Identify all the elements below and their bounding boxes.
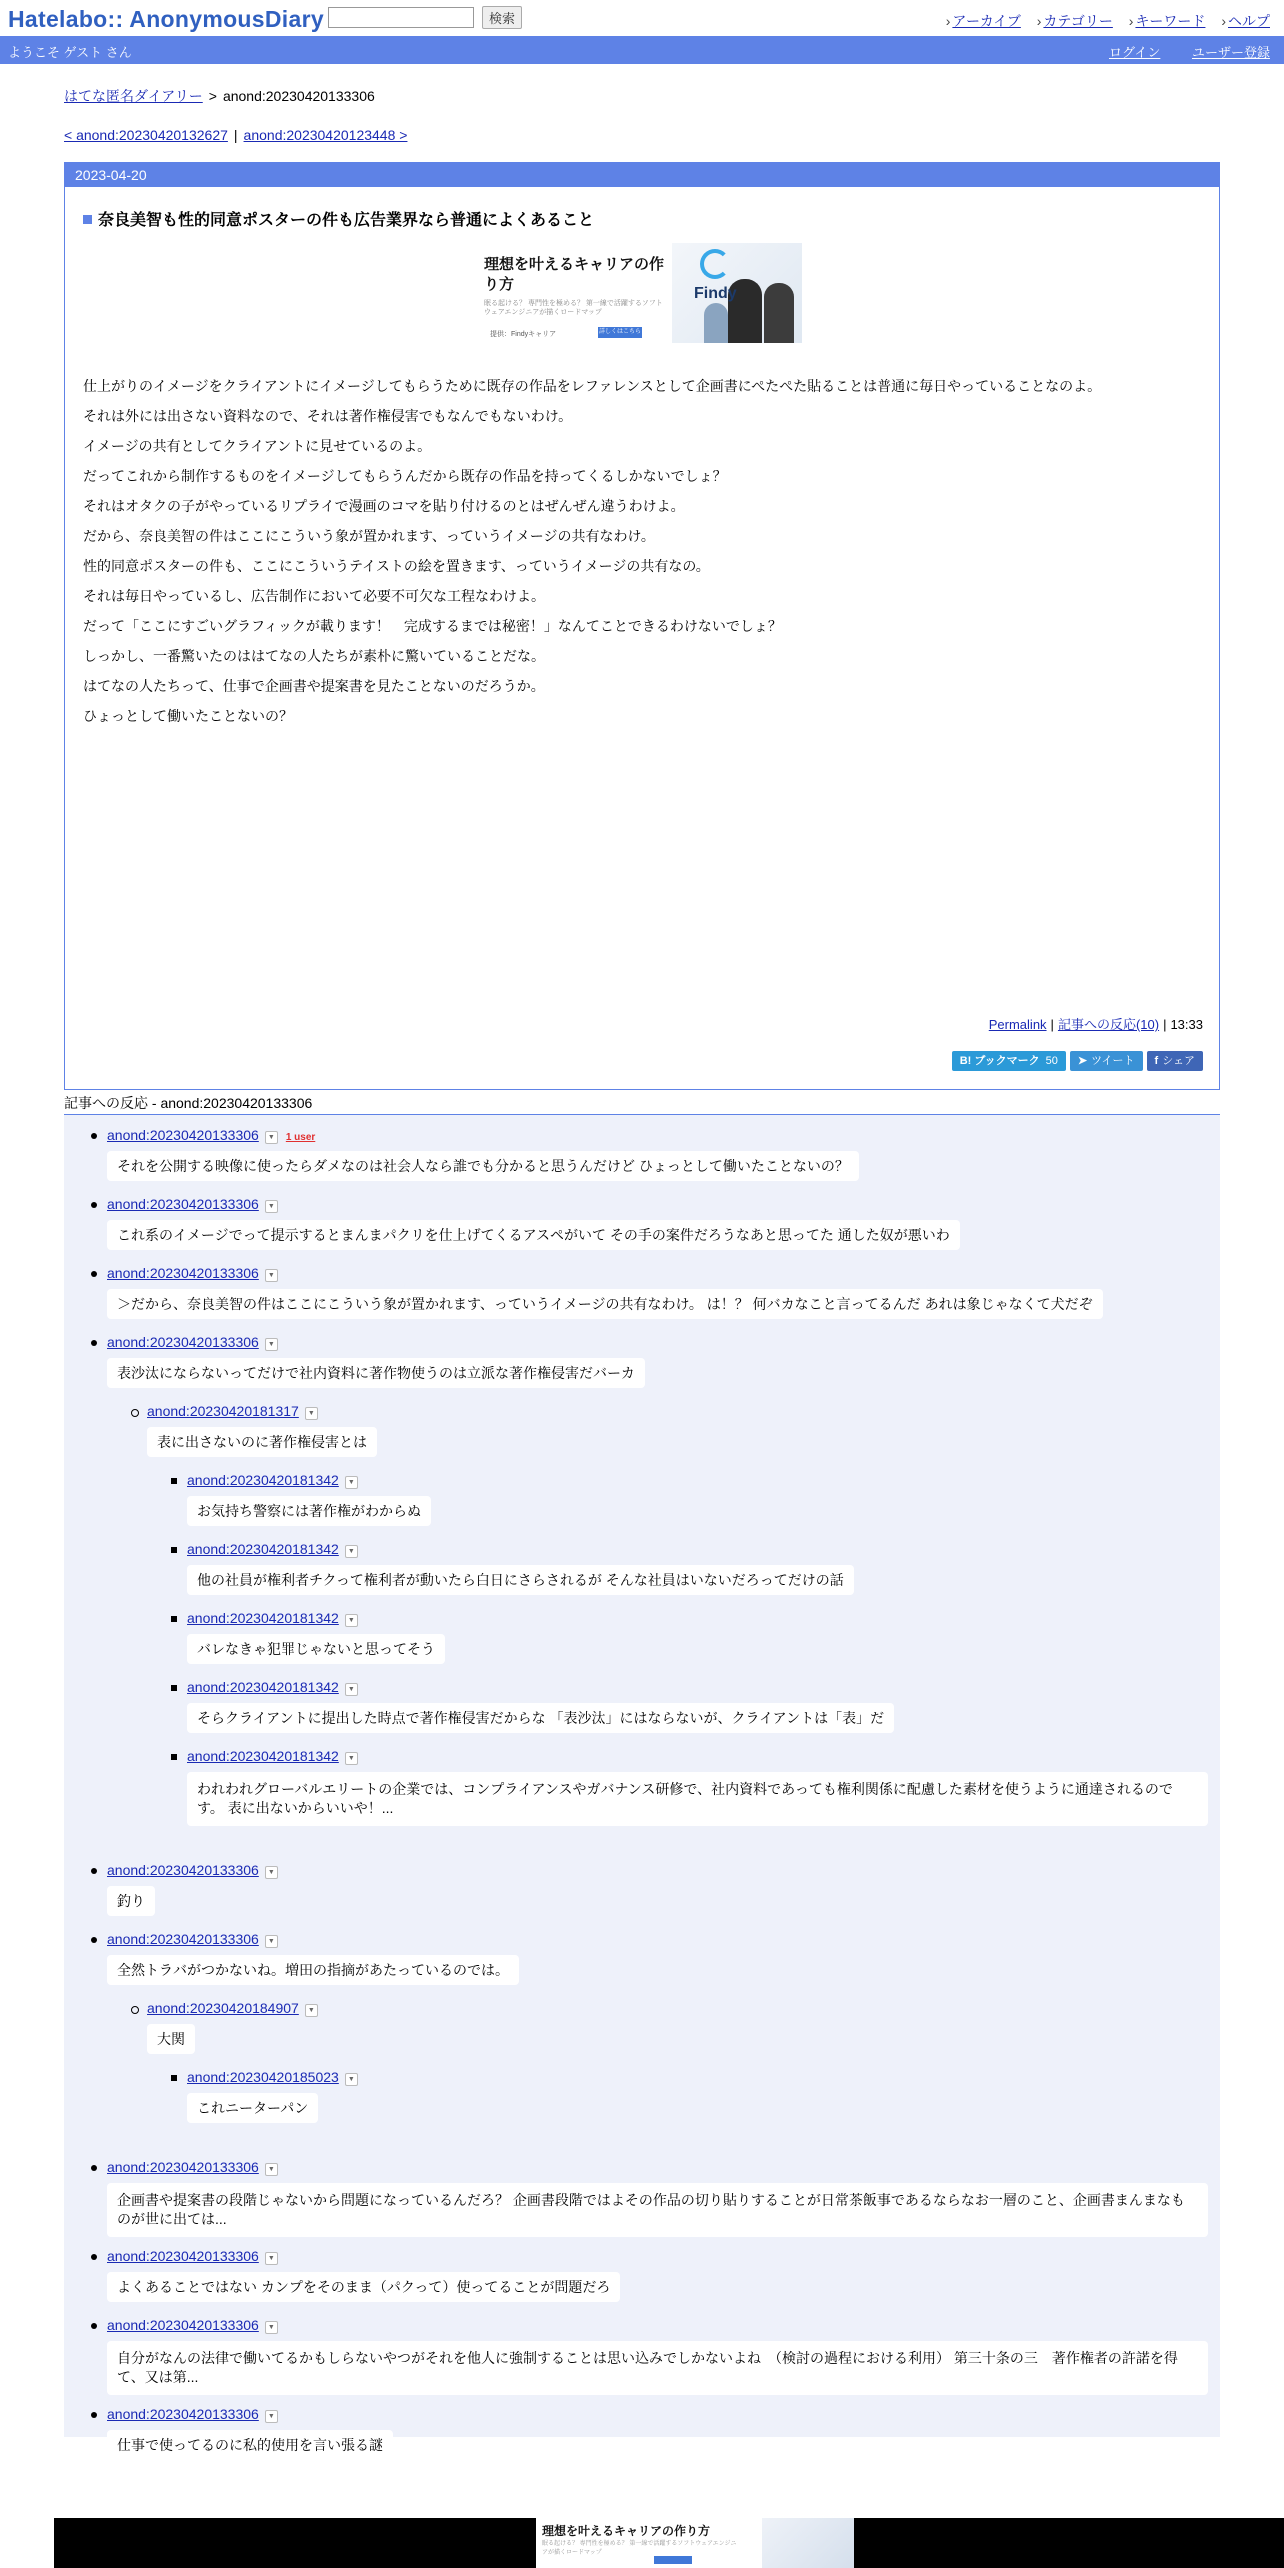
site-logo[interactable]: Hatelabo:: AnonymousDiary: [8, 6, 324, 32]
reactions-list: [64, 1115, 1220, 2453]
list-bullet: [91, 1340, 97, 1346]
bottom-ad-title: 理想を叶えるキャリアの作り方: [542, 2524, 711, 2538]
hatena-bookmark-label: ブックマーク: [974, 1055, 1040, 1067]
reaction-link[interactable]: anond:20230420133306: [107, 1931, 259, 1947]
nav-category-link[interactable]: › カテゴリー: [1037, 13, 1113, 29]
body-line: 仕上がりのイメージをクライアントにイメージしてもらうために既存の作品をレファレンスとして企画書にぺたぺた貼ることは普通に毎日やっていることなのよ。: [83, 378, 1102, 394]
nav-archive-link[interactable]: › アーカイブ: [946, 13, 1021, 29]
reaction-link[interactable]: anond:20230420133306: [107, 2317, 259, 2333]
reaction-link[interactable]: anond:20230420181342: [187, 1472, 339, 1488]
title-square-icon[interactable]: [83, 215, 92, 224]
top-nav: [934, 11, 1270, 31]
findy-logo-icon: [700, 249, 730, 279]
reaction-ref: [107, 2317, 278, 2334]
reaction-ref: [147, 2000, 318, 2017]
chevron-down-icon[interactable]: ▼: [305, 1407, 318, 1420]
prev-entry-link[interactable]: < anond:20230420132627: [64, 127, 228, 143]
breadcrumb-home-link[interactable]: はてな匿名ダイアリー: [64, 88, 203, 104]
chevron-down-icon[interactable]: ▼: [265, 1935, 278, 1948]
reaction-excerpt: これ系のイメージでって提示するとまんまパクリを仕上げてくるアスペがいて その手の案件だろうなあと思ってた 通した奴が悪いわ: [107, 1220, 960, 1250]
login-link[interactable]: ログイン: [1109, 45, 1161, 60]
reaction-ref: [107, 1862, 278, 1879]
permalink-link[interactable]: Permalink: [988, 1017, 1047, 1032]
body-line: イメージの共有としてクライアントに見せているのよ。: [83, 438, 432, 454]
list-bullet: [91, 1202, 97, 1208]
bottom-ad-description: 眠る起ける？ 専門性を極める？ 第一線で活躍するソフトウェアエンジニアが描くロードマップ: [542, 2541, 737, 2556]
chevron-down-icon[interactable]: ▼: [345, 1614, 358, 1627]
share-label: シェア: [1162, 1055, 1195, 1067]
chevron-down-icon[interactable]: ▼: [305, 2004, 318, 2017]
list-bullet: [131, 1409, 139, 1417]
chevron-down-icon[interactable]: ▼: [265, 2252, 278, 2265]
list-bullet: [171, 1685, 177, 1691]
chevron-down-icon[interactable]: ▼: [345, 1752, 358, 1765]
hatena-bookmark-button[interactable]: [952, 1051, 1066, 1071]
tweet-button[interactable]: [1070, 1051, 1143, 1071]
search-input[interactable]: [328, 7, 474, 28]
bookmark-users-badge[interactable]: 1 user: [285, 1132, 316, 1143]
ad-description: 眠る起ける？ 専門性を極める？ 第一線で活躍するソフトウェアエンジニアが描くロードマップ: [484, 300, 663, 316]
ad-brand: Findy: [694, 285, 737, 302]
search-button[interactable]: 検索: [482, 6, 522, 29]
body-line: だから、奈良美智の件はここにこういう象が置かれます、っていうイメージの共有なわけ。: [83, 528, 655, 544]
list-bullet: [171, 1478, 177, 1484]
reaction-link[interactable]: anond:20230420133306: [107, 2159, 259, 2175]
reaction-ref: [187, 1472, 358, 1489]
chevron-down-icon[interactable]: ▼: [265, 1269, 278, 1282]
chevron-down-icon[interactable]: ▼: [265, 2410, 278, 2423]
career-ad-banner[interactable]: [484, 243, 814, 346]
reaction-excerpt: それを公開する映像に使ったらダメなのは社会人なら誰でも分かると思うんだけど ひょっとして働いたことないの？: [107, 1151, 859, 1181]
reaction-excerpt: 大関: [147, 2024, 195, 2054]
reaction-ref: [107, 1931, 278, 1948]
list-bullet: [91, 1937, 97, 1943]
list-bullet: [91, 1271, 97, 1277]
person-figure-3: [704, 303, 728, 343]
user-bar: [0, 36, 1284, 64]
tweet-label: ツイート: [1091, 1055, 1135, 1067]
body-line: それは外には出さない資料なので、それは著作権侵害でもなんでもないわけ。: [83, 408, 573, 424]
ad-title: 理想を叶えるキャリアの作り方: [484, 256, 665, 293]
ad-sponsor: 提供：Findyキャリア: [490, 331, 557, 338]
reaction-ref: [107, 2406, 278, 2423]
reaction-ref: [187, 1541, 358, 1558]
person-figure-2: [764, 283, 794, 343]
reaction-link[interactable]: anond:20230420133306: [107, 2248, 259, 2264]
list-bullet: [91, 2323, 97, 2329]
chevron-down-icon[interactable]: ▼: [265, 1866, 278, 1879]
nav-help-link[interactable]: › ヘルプ: [1221, 13, 1270, 29]
pager-divider: |: [233, 127, 238, 143]
reaction-excerpt: 自分がなんの法律で働いてるかもしらないやつがそれを他人に強制することは思い込みでしかないよね （検討の過程における利用） 第三十条の三 著作権者の許諾を得て、又は第...: [107, 2341, 1208, 2395]
chevron-down-icon[interactable]: ▼: [265, 1338, 278, 1351]
chevron-down-icon[interactable]: ▼: [345, 2073, 358, 2086]
facebook-icon: f: [1154, 1055, 1159, 1067]
top-header: [0, 0, 1284, 36]
reaction-excerpt: よくあることではない カンプをそのまま（パクって）使ってることが問題だろ: [107, 2272, 620, 2302]
reaction-excerpt: 全然トラバがつかないね。増田の指摘があたっているのでは。: [107, 1955, 519, 1985]
reaction-excerpt: 企画書や提案書の段階じゃないから問題になっているんだろ？ 企画書段階ではよその作品の切り貼りすることが日常茶飯事であるならなお一層のこと、企画書まんまなものが世に出ては...: [107, 2183, 1208, 2237]
reaction-excerpt: 表に出さないのに著作権侵害とは: [147, 1427, 377, 1457]
chevron-down-icon[interactable]: ▼: [345, 1476, 358, 1489]
reaction-link[interactable]: anond:20230420133306: [107, 1334, 259, 1350]
reaction-ref: [187, 1610, 358, 1627]
reaction-ref: [107, 1265, 278, 1282]
footer-divider: |: [1050, 1017, 1054, 1032]
reaction-link[interactable]: anond:20230420181317: [147, 1403, 299, 1419]
reactions-section: [64, 1094, 1220, 2453]
reaction-ref: [107, 2159, 278, 2176]
ad-cta-button[interactable]: 詳しくはこちら →: [598, 329, 641, 346]
reaction-link[interactable]: anond:20230420185023: [187, 2069, 339, 2085]
entry-pager: [64, 127, 407, 143]
reaction-ref: [107, 1196, 278, 1213]
bird-icon: ➤: [1077, 1055, 1088, 1067]
register-link[interactable]: ユーザー登録: [1191, 45, 1270, 60]
chevron-down-icon[interactable]: ▼: [265, 2163, 278, 2176]
body-line: はてなの人たちって、仕事で企画書や提案書を見たことないのだろうか。: [83, 678, 545, 694]
reaction-excerpt: 表沙汰にならないってだけで社内資料に著作物使うのは立派な著作権侵害だバーカ: [107, 1358, 645, 1388]
list-bullet: [171, 1547, 177, 1553]
reaction-link[interactable]: anond:20230420181342: [187, 1748, 339, 1764]
reactions-heading: 記事への反応 - anond:20230420133306: [64, 1094, 1220, 1115]
body-line: しっかし、一番驚いたのははてなの人たちが素朴に驚いていることだな。: [83, 648, 545, 664]
list-bullet: [91, 2412, 97, 2418]
body-line: 性的同意ポスターの件も、ここにこういうテイストの絵を置きます、っていうイメージの共有なの。: [83, 558, 710, 574]
body-line: だってこれから制作するものをイメージしてもらうんだから既存の作品を持ってくるしかないでしょ？: [83, 468, 727, 484]
reaction-ref: [147, 1403, 318, 1420]
chevron-down-icon[interactable]: ▼: [265, 2321, 278, 2334]
reaction-excerpt: これニーターパン: [187, 2093, 318, 2123]
list-bullet: [171, 2075, 177, 2081]
reaction-ref: [187, 1679, 358, 1696]
reaction-link[interactable]: anond:20230420133306: [107, 1196, 259, 1212]
welcome-text: ようこそ ゲスト さん: [8, 45, 132, 60]
breadcrumb-separator: >: [208, 88, 217, 104]
reaction-ref: [187, 2069, 358, 2086]
list-bullet: [91, 1868, 97, 1874]
chevron-down-icon[interactable]: ▼: [345, 1683, 358, 1696]
list-bullet: [91, 2165, 97, 2171]
footer-divider: |: [1163, 1017, 1167, 1032]
entry-time: 13:33: [1170, 1017, 1203, 1032]
reaction-link[interactable]: anond:20230420133306: [107, 1127, 259, 1143]
reaction-excerpt: お気持ち警察には著作権がわからぬ: [187, 1496, 431, 1526]
chevron-down-icon[interactable]: ▼: [265, 1131, 278, 1144]
facebook-share-button[interactable]: [1147, 1051, 1203, 1071]
reaction-excerpt: そらクライアントに提出した時点で著作権侵害だからな 「表沙汰」にはならないが、クライアントは「表」だ: [187, 1703, 894, 1733]
entry-title-text: 奈良美智も性的同意ポスターの件も広告業界なら普通によくあること: [98, 212, 595, 229]
reaction-link[interactable]: anond:20230420133306: [107, 2406, 259, 2422]
next-entry-link[interactable]: anond:20230420123448 >: [243, 127, 408, 143]
reaction-link[interactable]: anond:20230420181342: [187, 1679, 339, 1695]
entry-footer: [989, 1014, 1203, 1033]
reaction-excerpt: バレなきゃ犯罪じゃないと思ってそう: [187, 1634, 445, 1664]
hatena-bookmark-icon: B!: [959, 1055, 972, 1067]
bottom-ad-banner[interactable]: [54, 2518, 1284, 2568]
entry-box: [64, 162, 1220, 1090]
ad-photo: [672, 243, 802, 343]
entry-body: [83, 371, 1203, 731]
list-bullet: [131, 2006, 139, 2014]
entry-title: [83, 207, 594, 230]
chevron-down-icon[interactable]: ▼: [265, 1200, 278, 1213]
bottom-ad-photo: [762, 2518, 854, 2568]
list-bullet: [171, 1754, 177, 1760]
reaction-link[interactable]: anond:20230420184907: [147, 2000, 299, 2016]
reaction-ref: [107, 2248, 278, 2265]
share-buttons: [948, 1051, 1203, 1071]
reaction-link[interactable]: anond:20230420133306: [107, 1265, 259, 1281]
reactions-link[interactable]: 記事への反応(10): [1057, 1017, 1160, 1032]
bookmark-count: 50: [1045, 1055, 1058, 1067]
reaction-link[interactable]: anond:20230420181342: [187, 1610, 339, 1626]
body-line: それはオタクの子がやっているリプライで漫画のコマを貼り付けるのとはぜんぜん違うわけよ。: [83, 498, 685, 514]
reaction-ref: [107, 1127, 315, 1144]
list-bullet: [91, 1133, 97, 1139]
body-line: それは毎日やっているし、広告制作において必要不可欠な工程なわけよ。: [83, 588, 545, 604]
reaction-ref: [107, 1334, 278, 1351]
body-line: だって「ここにすごいグラフィックが載ります！ 完成するまでは秘密！」なんてことできるわけないでしょ？: [83, 618, 782, 634]
user-nav: [1081, 42, 1270, 61]
list-bullet: [171, 1616, 177, 1622]
reaction-excerpt: 仕事で使ってるのに私的使用を言い張る謎: [107, 2430, 393, 2460]
reaction-excerpt: 他の社員が権利者チクって権利者が動いたら白日にさらされるが そんな社員はいないだろってだけの話: [187, 1565, 854, 1595]
reaction-excerpt: ＞だから、奈良美智の件はここにこういう象が置かれます、っていうイメージの共有なわけ。 は！？ 何バカなこと言ってるんだ あれは象じゃなくて犬だぞ: [107, 1289, 1103, 1319]
reaction-excerpt: われわれグローバルエリートの企業では、コンプライアンスやガバナンス研修で、社内資料であっても権利関係に配慮した素材を使うように通達されるのです。 表に出ないからいいや！...: [187, 1772, 1208, 1826]
reaction-excerpt: 釣り: [107, 1886, 155, 1916]
body-line: ひょっとして働いたことないの？: [83, 708, 293, 724]
reaction-link[interactable]: anond:20230420133306: [107, 1862, 259, 1878]
nav-keyword-link[interactable]: › キーワード: [1129, 13, 1206, 29]
breadcrumb-current: anond:20230420133306: [222, 88, 375, 104]
list-bullet: [91, 2254, 97, 2260]
breadcrumb: [64, 86, 375, 106]
reaction-ref: [187, 1748, 358, 1765]
reaction-link[interactable]: anond:20230420181342: [187, 1541, 339, 1557]
bottom-ad-cta[interactable]: [654, 2556, 692, 2564]
bottom-ad-card[interactable]: [536, 2518, 854, 2568]
entry-date: 2023-04-20: [65, 163, 1219, 187]
chevron-down-icon[interactable]: ▼: [345, 1545, 358, 1558]
